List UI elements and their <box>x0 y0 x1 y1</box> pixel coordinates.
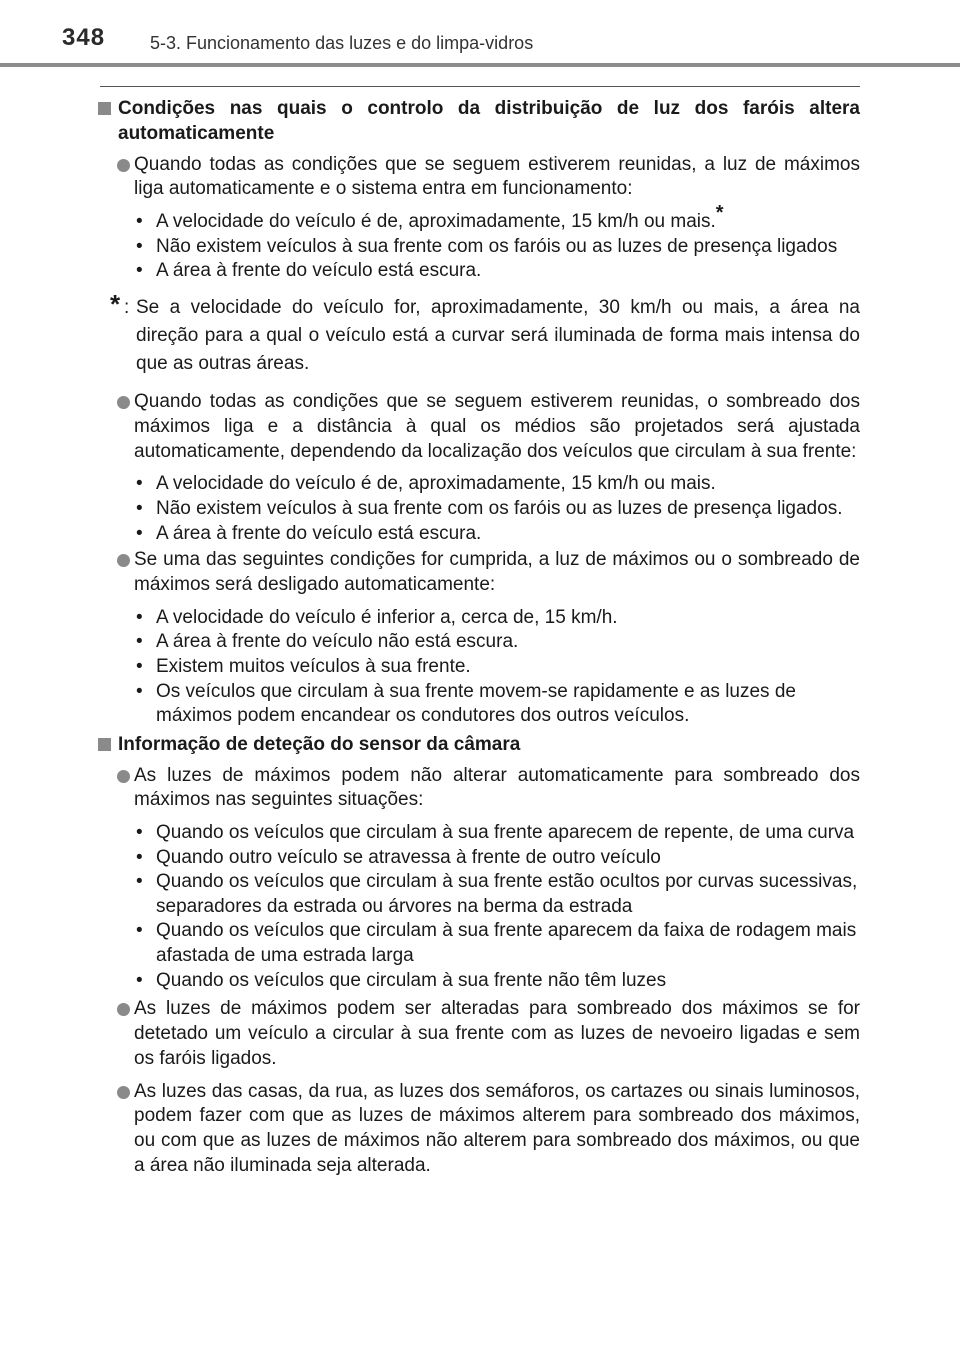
page-number: 348 <box>62 24 106 51</box>
page-header <box>0 0 960 70</box>
paragraph-text: As luzes das casas, da rua, as luzes dos semáforos, os cartazes ou sinais luminosos, podem fazer com que as luzes de máximos alterem para sombreado dos máximos, ou com que as luzes de máximos não alterem para sombreado dos máximos, ou que a área não iluminada seja alterada. <box>134 1080 860 1177</box>
bullet-dot: • <box>136 631 143 653</box>
paragraph <box>96 548 860 598</box>
bullet-dot: • <box>136 260 143 282</box>
divider <box>100 86 860 87</box>
bullet-list <box>96 202 860 284</box>
list-item: • Quando os veículos que circulam à sua frente estão ocultos por curvas sucessivas, separadores da estrada ou árvores na berma da estrada <box>136 871 858 917</box>
bullet-dot: • <box>136 522 143 544</box>
paragraph <box>96 1080 860 1179</box>
bullet-dot: • <box>136 473 143 495</box>
circle-bullet-icon <box>117 159 130 172</box>
page-content <box>96 97 860 1187</box>
circle-bullet-icon <box>117 396 130 409</box>
bullet-dot: • <box>136 497 143 519</box>
footnote-marker: * <box>110 288 121 319</box>
bullet-list <box>96 472 860 546</box>
bullet-dot: • <box>136 822 143 844</box>
bullet-dot: • <box>136 680 143 702</box>
paragraph-text: Quando todas as condições que se seguem estiverem reunidas, o sombreado dos máximos liga e a distância à qual os médios são projetados será ajustada automaticamente, dependendo da localização dos veículos que circulam à sua frente: <box>134 390 860 462</box>
bullet-dot: • <box>136 655 143 677</box>
paragraph-text: As luzes de máximos podem não alterar automaticamente para sombreado dos máximos nas seguintes situações: <box>134 764 860 811</box>
list-item: • Não existem veículos à sua frente com os faróis ou as luzes de presença ligados <box>96 235 860 260</box>
bullet-dot: • <box>136 920 143 942</box>
bullet-list <box>96 821 860 993</box>
paragraph-text: Se uma das seguintes condições for cumprida, a luz de máximos ou o sombreado de máximos será desligado automaticamente: <box>134 549 860 595</box>
footnote-asterisk: * <box>715 202 724 225</box>
list-item: • Quando os veículos que circulam à sua frente aparecem da faixa de rodagem mais afastada de uma estrada larga <box>136 920 857 967</box>
paragraph-text: Quando todas as condições que se seguem estiverem reunidas, a luz de máximos liga automaticamente e o sistema entra em funcionamento: <box>134 153 860 200</box>
circle-bullet-icon <box>117 1086 130 1099</box>
paragraph <box>96 390 860 464</box>
paragraph <box>96 997 860 1071</box>
square-bullet-icon <box>98 738 111 751</box>
list-item: • A velocidade do veículo é de, aproximadamente, 15 km/h ou mais.* <box>96 210 860 235</box>
section-heading-text: Informação de deteção do sensor da câmara <box>118 733 521 755</box>
bullet-dot: • <box>136 235 143 257</box>
list-item: • A área à frente do veículo está escura. <box>96 259 860 284</box>
footnote: * : Se a velocidade do veículo for, aproximadamente, 30 km/h ou mais, a área na direção para a qual o veículo está a curvar será iluminada de forma mais intensa do que as outras áreas. <box>110 288 860 374</box>
list-item: • A velocidade do veículo é inferior a, cerca de, 15 km/h. <box>96 606 860 631</box>
section-heading <box>96 97 860 147</box>
paragraph <box>96 764 860 814</box>
list-item: • Quando os veículos que circulam à sua frente não têm luzes <box>96 969 860 994</box>
section-heading <box>96 733 860 758</box>
list-item: • A área à frente do veículo está escura. <box>96 522 860 547</box>
bullet-dot: • <box>136 871 143 893</box>
bullet-dot: • <box>136 211 143 233</box>
list-item: • A área à frente do veículo não está escura. <box>96 630 860 655</box>
list-item: • A velocidade do veículo é de, aproximadamente, 15 km/h ou mais. <box>96 472 860 497</box>
header-rule <box>0 63 960 67</box>
circle-bullet-icon <box>117 554 130 567</box>
list-item: • Existem muitos veículos à sua frente. <box>96 655 860 680</box>
list-item: • Não existem veículos à sua frente com os faróis ou as luzes de presença ligados. <box>96 497 860 522</box>
square-bullet-icon <box>98 102 111 115</box>
bullet-list <box>96 606 860 729</box>
bullet-dot: • <box>136 606 143 628</box>
circle-bullet-icon <box>117 1003 130 1016</box>
bullet-dot: • <box>136 846 143 868</box>
list-item: • Quando outro veículo se atravessa à frente de outro veículo <box>96 846 860 871</box>
circle-bullet-icon <box>117 770 130 783</box>
footnote-text: Se a velocidade do veículo for, aproximadamente, 30 km/h ou mais, a área na direção para a qual o veículo está a curvar será iluminada de forma mais intensa do que as outras áreas. <box>136 296 860 374</box>
bullet-dot: • <box>136 969 143 991</box>
list-item: • Quando os veículos que circulam à sua frente aparecem de repente, de uma curva <box>96 821 860 846</box>
list-item: • Os veículos que circulam à sua frente movem-se rapidamente e as luzes de máximos podem encandear os condutores dos outros veículos. <box>136 680 796 727</box>
paragraph-text: As luzes de máximos podem ser alteradas para sombreado dos máximos se for detetado um veículo a circular à sua frente com as luzes de nevoeiro ligadas e sem os faróis ligados. <box>134 998 860 1069</box>
section-heading-text: Condições nas quais o controlo da distribuição de luz dos faróis altera automaticamente <box>118 98 860 144</box>
paragraph <box>96 153 860 203</box>
section-title: 5-3. Funcionamento das luzes e do limpa-vidros <box>150 33 534 53</box>
